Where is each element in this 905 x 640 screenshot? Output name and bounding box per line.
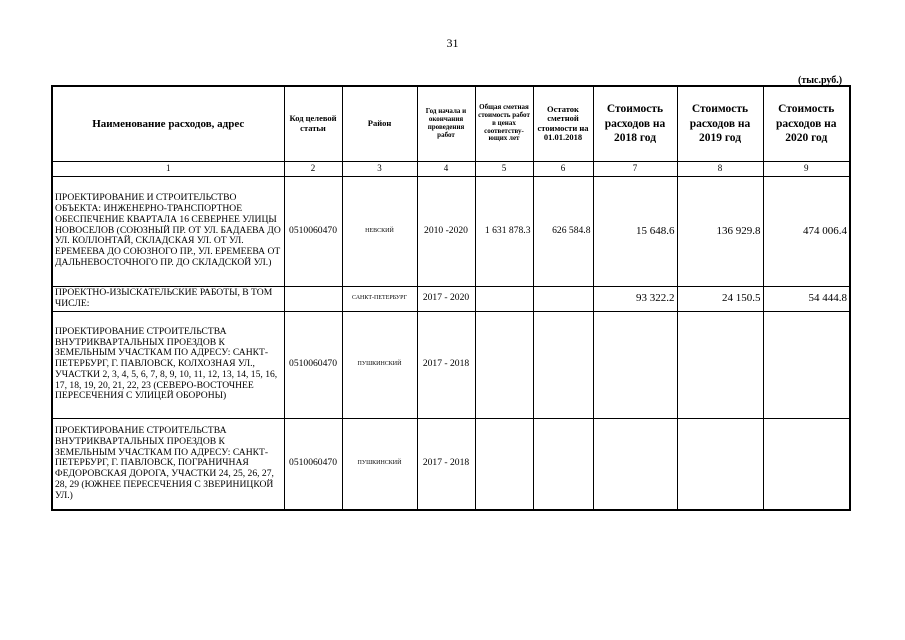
header-cost-2020: Стоимость расходов на 2020 год [763, 86, 850, 161]
row-cost-2018: 15 648.6 [593, 176, 677, 286]
header-row [52, 86, 850, 161]
row-years: 2010 -2020 [417, 176, 475, 286]
column-number: 8 [677, 161, 763, 176]
row-cost-2018 [593, 418, 677, 510]
row-cost-2019 [677, 418, 763, 510]
row-total-cost [475, 286, 533, 311]
column-number: 9 [763, 161, 850, 176]
row-code: 0510060470 [284, 311, 342, 418]
column-number: 3 [342, 161, 417, 176]
header-remaining: Остаток сметной стоимости на 01.01.2018 [533, 86, 593, 161]
table-row-subtotal [52, 286, 850, 311]
row-total-cost [475, 418, 533, 510]
row-total-cost [475, 311, 533, 418]
row-total-cost: 1 631 878.3 [475, 176, 533, 286]
row-years: 2017 - 2018 [417, 418, 475, 510]
table-row [52, 311, 850, 418]
row-cost-2020: 54 444.8 [763, 286, 850, 311]
row-remaining [533, 311, 593, 418]
units-label: (тыс.руб.) [798, 75, 843, 86]
row-years: 2017 - 2020 [417, 286, 475, 311]
row-name: ПРОЕКТИРОВАНИЕ СТРОИТЕЛЬСТВА ВНУТРИКВАРТАЛЬНЫХ ПРОЕЗДОВ К ЗЕМЕЛЬНЫМ УЧАСТКАМ ПО АДРЕСУ: САНКТ-ПЕТЕРБУРГ, Г. ПАВЛОВСК, КОЛХОЗНАЯ УЛ., УЧАСТКИ 2, 3, 4, 5, 6, 7, 8, 9, 10, 11, 12, 13, 14, 15, 16, 17, 18, 19, 20, 21, 22, 23 (СЕВЕРО-ВОСТОЧНЕЕ ПЕРЕСЕЧЕНИЯ С УЛИЦЕЙ ОБОРОНЫ) [52, 311, 284, 418]
row-cost-2019: 136 929.8 [677, 176, 763, 286]
row-remaining: 626 584.8 [533, 176, 593, 286]
row-cost-2018: 93 322.2 [593, 286, 677, 311]
row-cost-2019: 24 150.5 [677, 286, 763, 311]
row-code: 0510060470 [284, 176, 342, 286]
column-number: 4 [417, 161, 475, 176]
row-district: САНКТ-ПЕТЕРБУРГ [342, 286, 417, 311]
column-number: 7 [593, 161, 677, 176]
column-number: 6 [533, 161, 593, 176]
header-cost-2019: Стоимость расходов на 2019 год [677, 86, 763, 161]
row-remaining [533, 286, 593, 311]
row-cost-2019 [677, 311, 763, 418]
column-number: 2 [284, 161, 342, 176]
row-district: ПУШКИНСКИЙ [342, 311, 417, 418]
header-years: Год начала и окончания проведения работ [417, 86, 475, 161]
table-row [52, 418, 850, 510]
budget-table [51, 85, 851, 511]
header-code: Код целевой статьи [284, 86, 342, 161]
row-code: 0510060470 [284, 418, 342, 510]
column-number: 5 [475, 161, 533, 176]
page-number: 31 [446, 36, 459, 50]
row-district: НЕВСКИЙ [342, 176, 417, 286]
row-cost-2020 [763, 418, 850, 510]
header-name: Наименование расходов, адрес [52, 86, 284, 161]
column-number: 1 [52, 161, 284, 176]
row-cost-2018 [593, 311, 677, 418]
header-cost-2018: Стоимость расходов на 2018 год [593, 86, 677, 161]
row-name: ПРОЕКТИРОВАНИЕ СТРОИТЕЛЬСТВА ВНУТРИКВАРТАЛЬНЫХ ПРОЕЗДОВ К ЗЕМЕЛЬНЫМ УЧАСТКАМ ПО АДРЕСУ: САНКТ-ПЕТЕРБУРГ, Г. ПАВЛОВСК, ПОГРАНИЧНАЯ ФЕДОРОВСКАЯ ДОРОГА, УЧАСТКИ 24, 25, 26, 27, 28, 29 (ЮЖНЕЕ ПЕРЕСЕЧЕНИЯ С ЗВЕРИНИЦКОЙ УЛ.) [52, 418, 284, 510]
row-years: 2017 - 2018 [417, 311, 475, 418]
column-number-row [52, 161, 850, 176]
row-district: ПУШКИНСКИЙ [342, 418, 417, 510]
header-district: Район [342, 86, 417, 161]
row-remaining [533, 418, 593, 510]
row-cost-2020: 474 006.4 [763, 176, 850, 286]
row-name: ПРОЕКТИРОВАНИЕ И СТРОИТЕЛЬСТВО ОБЪЕКТА: ИНЖЕНЕРНО-ТРАНСПОРТНОЕ ОБЕСПЕЧЕНИЕ КВАРТАЛА 16 СЕВЕРНЕЕ УЛИЦЫ НОВОСЕЛОВ (СОЮЗНЫЙ ПР. ОТ УЛ. БАДАЕВА ДО УЛ. КОЛЛОНТАЙ, СКЛАДСКАЯ УЛ. ОТ УЛ. ЕРЕМЕЕВА ДО СОЮЗНОГО ПР., УЛ. ЕРЕМЕЕВА ОТ ДАЛЬНЕВОСТОЧНОГО ПР. ДО СКЛАДСКОЙ УЛ.) [52, 176, 284, 286]
header-total-cost: Общая сметная стоимость работ в ценах соответству-ющих лет [475, 86, 533, 161]
row-code [284, 286, 342, 311]
table-row [52, 176, 850, 286]
row-cost-2020 [763, 311, 850, 418]
row-name: ПРОЕКТНО-ИЗЫСКАТЕЛЬСКИЕ РАБОТЫ, В ТОМ ЧИСЛЕ: [52, 286, 284, 311]
